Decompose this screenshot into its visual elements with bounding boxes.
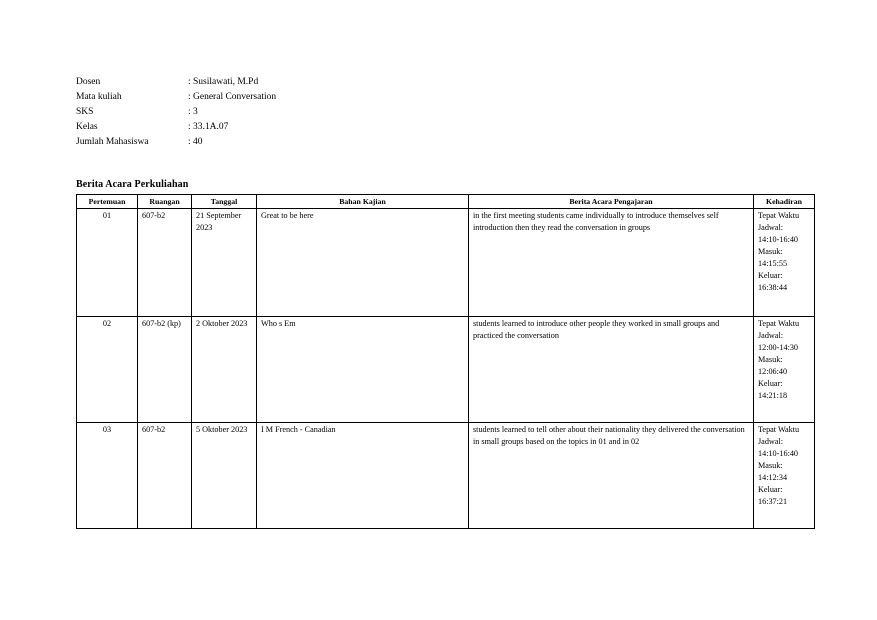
attendance-jadwal-label: Jadwal: <box>758 331 784 340</box>
info-label: Kelas <box>76 122 98 132</box>
header-ruangan: Ruangan <box>138 195 192 209</box>
cell-ruangan: 607-b2 (kp) <box>138 317 192 423</box>
section-title: Berita Acara Perkuliahan <box>76 179 189 190</box>
cell-ruangan: 607-b2 <box>138 209 192 317</box>
info-row-jumlah-mahasiswa <box>76 135 276 150</box>
cell-berita-acara: students learned to introduce other people they worked in small groups and practiced the conversation <box>469 317 754 423</box>
attendance-keluar-label: Keluar: <box>758 271 783 280</box>
cell-kehadiran <box>754 423 815 529</box>
table-row <box>77 423 815 529</box>
info-value: : General Conversation <box>188 90 276 105</box>
attendance-jadwal: 14:10-16:40 <box>758 235 799 244</box>
info-row-mata-kuliah <box>76 90 276 105</box>
info-value: : 3 <box>188 105 198 120</box>
header-bahan-kajian: Bahan Kajian <box>257 195 469 209</box>
info-label: Dosen <box>76 77 101 87</box>
cell-pertemuan: 01 <box>77 209 138 317</box>
attendance-jadwal-label: Jadwal: <box>758 437 784 446</box>
attendance-masuk: 12:06:40 <box>758 367 788 376</box>
info-value: : 33.1A.07 <box>188 120 228 135</box>
attendance-masuk-label: Masuk: <box>758 355 783 364</box>
cell-pertemuan: 02 <box>77 317 138 423</box>
header-tanggal: Tanggal <box>192 195 257 209</box>
cell-kehadiran <box>754 317 815 423</box>
attendance-status: Tepat Waktu <box>758 319 800 328</box>
cell-berita-acara: students learned to tell other about their nationality they delivered the conversation in small groups based on the topics in 01 and in 02 <box>469 423 754 529</box>
attendance-jadwal: 12:00-14:30 <box>758 343 799 352</box>
cell-tanggal: 5 Oktober 2023 <box>192 423 257 529</box>
attendance-keluar: 14:21:18 <box>758 391 788 400</box>
cell-bahan-kajian: Great to be here <box>257 209 469 317</box>
table-row <box>77 209 815 317</box>
info-row-dosen <box>76 75 276 90</box>
info-row-sks <box>76 105 276 120</box>
info-label: Jumlah Mahasiswa <box>76 137 149 147</box>
cell-bahan-kajian: Who s Em <box>257 317 469 423</box>
attendance-status: Tepat Waktu <box>758 425 800 434</box>
header-kehadiran: Kehadiran <box>754 195 815 209</box>
cell-kehadiran <box>754 209 815 317</box>
attendance-jadwal-label: Jadwal: <box>758 223 784 232</box>
header-pertemuan: Pertemuan <box>77 195 138 209</box>
table-row <box>77 317 815 423</box>
attendance-masuk: 14:15:55 <box>758 259 788 268</box>
attendance-status: Tepat Waktu <box>758 211 800 220</box>
course-info <box>76 75 276 150</box>
info-value: : Susilawati, M.Pd <box>188 75 258 90</box>
table-header-row <box>77 195 815 209</box>
attendance-masuk-label: Masuk: <box>758 461 783 470</box>
attendance-masuk-label: Masuk: <box>758 247 783 256</box>
attendance-table <box>76 194 815 529</box>
cell-berita-acara: in the first meeting students came individually to introduce themselves self introduction then they read the conversation in groups <box>469 209 754 317</box>
attendance-masuk: 14:12:34 <box>758 473 788 482</box>
info-label: Mata kuliah <box>76 92 122 102</box>
cell-tanggal: 21 September 2023 <box>192 209 257 317</box>
info-label: SKS <box>76 107 94 117</box>
cell-bahan-kajian: I M French - Canadian <box>257 423 469 529</box>
attendance-keluar: 16:37:21 <box>758 497 788 506</box>
cell-ruangan: 607-b2 <box>138 423 192 529</box>
attendance-keluar-label: Keluar: <box>758 485 783 494</box>
header-berita-acara: Berita Acara Pengajaran <box>469 195 754 209</box>
info-row-kelas <box>76 120 276 135</box>
attendance-keluar-label: Keluar: <box>758 379 783 388</box>
cell-tanggal: 2 Oktober 2023 <box>192 317 257 423</box>
cell-pertemuan: 03 <box>77 423 138 529</box>
attendance-jadwal: 14:10-16:40 <box>758 449 799 458</box>
attendance-keluar: 16:38:44 <box>758 283 788 292</box>
info-value: : 40 <box>188 135 203 150</box>
